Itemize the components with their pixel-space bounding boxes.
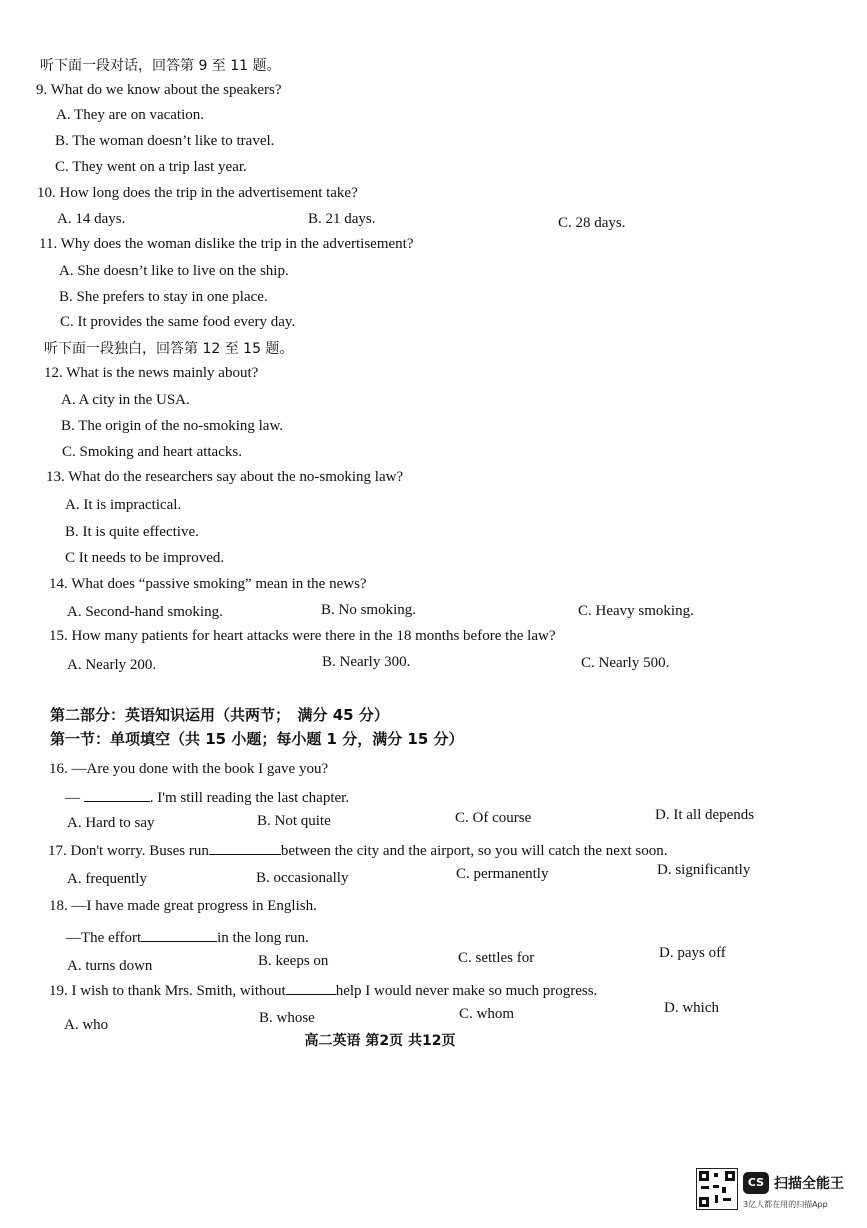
- q16-response-line: [65, 787, 349, 807]
- q10-stem: 10. How long does the trip in the advertisement take?: [37, 185, 358, 201]
- q18-blank: [141, 927, 217, 942]
- scanner-tagline: 3亿人都在用的扫描App: [743, 1200, 828, 1209]
- q18-stem: 18. —I have made great progress in English.: [49, 898, 317, 914]
- q18-response-pre: —The effort: [66, 930, 142, 946]
- q14-option-a: A. Second-hand smoking.: [67, 604, 223, 620]
- q17-option-b: B. occasionally: [256, 870, 349, 886]
- q16-dash: —: [65, 790, 80, 806]
- page-footer: 高二英语 第2页 共12页: [304, 1033, 456, 1049]
- q13-option-b: B. It is quite effective.: [65, 524, 199, 540]
- q18-option-c: C. settles for: [458, 950, 535, 966]
- q19-stem-pre: 19. I wish to thank Mrs. Smith, without: [49, 983, 286, 999]
- q12-option-b: B. The origin of the no-smoking law.: [61, 418, 284, 434]
- q16-option-c: C. Of course: [455, 810, 532, 826]
- q18-option-b: B. keeps on: [258, 953, 329, 969]
- q17-blank: [209, 840, 281, 855]
- q19-option-a: A. who: [64, 1017, 109, 1033]
- q14-stem: 14. What does “passive smoking” mean in the news?: [49, 576, 367, 592]
- q16-blank: [84, 787, 150, 802]
- q15-option-b: B. Nearly 300.: [322, 654, 411, 670]
- q19-stem-post: help I would never make so much progress.: [335, 983, 598, 999]
- listening-instruction-1: 听下面一段对话，回答第 9 至 11 题。: [40, 58, 281, 74]
- q13-option-a: A. It is impractical.: [65, 497, 182, 513]
- q16-response-text: . I'm still reading the last chapter.: [149, 790, 350, 806]
- part2-subheading: 第一节：单项填空（共 15 小题；每小题 1 分，满分 15 分）: [50, 730, 464, 748]
- q19-option-c: C. whom: [459, 1006, 515, 1022]
- q16-stem: 16. —Are you done with the book I gave you?: [49, 761, 329, 777]
- q16-option-a: A. Hard to say: [67, 815, 155, 831]
- q15-stem: 15. How many patients for heart attacks were there in the 18 months before the law?: [49, 628, 556, 644]
- q17-stem-pre: 17. Don't worry. Buses run: [48, 843, 209, 859]
- camscanner-logo-icon: CS: [743, 1172, 769, 1194]
- q19-blank: [286, 980, 336, 995]
- q13-option-c: C It needs to be improved.: [65, 550, 225, 566]
- q19-option-b: B. whose: [259, 1010, 315, 1026]
- q11-option-b: B. She prefers to stay in one place.: [59, 289, 268, 305]
- q16-option-b: B. Not quite: [257, 813, 331, 829]
- q11-option-a: A. She doesn’t like to live on the ship.: [59, 263, 289, 279]
- q17-stem-post: between the city and the airport, so you will catch the next soon.: [280, 843, 668, 859]
- q10-option-b: B. 21 days.: [308, 211, 376, 227]
- q10-option-c: C. 28 days.: [558, 215, 626, 231]
- q9-option-a: A. They are on vacation.: [56, 107, 205, 123]
- q19-stem: [49, 980, 597, 1000]
- q19-option-d: D. which: [664, 1000, 719, 1016]
- q15-option-a: A. Nearly 200.: [67, 657, 157, 673]
- q9-option-b: B. The woman doesn’t like to travel.: [55, 133, 275, 149]
- q16-option-d: D. It all depends: [655, 807, 755, 823]
- q12-option-c: C. Smoking and heart attacks.: [62, 444, 242, 460]
- q11-stem: 11. Why does the woman dislike the trip in the advertisement?: [39, 236, 414, 252]
- q17-option-a: A. frequently: [67, 871, 147, 887]
- q9-option-c: C. They went on a trip last year.: [55, 159, 247, 175]
- q17-option-c: C. permanently: [456, 866, 549, 882]
- part2-heading: 第二部分：英语知识运用（共两节； 满分 45 分）: [50, 706, 389, 724]
- q13-stem: 13. What do the researchers say about the no-smoking law?: [46, 469, 404, 485]
- q18-response-line: [66, 927, 309, 947]
- q15-option-c: C. Nearly 500.: [581, 655, 670, 671]
- q17-option-d: D. significantly: [657, 862, 751, 878]
- q17-stem: [48, 840, 667, 860]
- listening-instruction-2: 听下面一段独白，回答第 12 至 15 题。: [44, 341, 294, 357]
- q11-option-c: C. It provides the same food every day.: [60, 314, 296, 330]
- q9-stem: 9. What do we know about the speakers?: [36, 82, 282, 98]
- q12-stem: 12. What is the news mainly about?: [44, 365, 259, 381]
- scanner-app-name: 扫描全能王: [774, 1176, 844, 1192]
- q10-option-a: A. 14 days.: [57, 211, 126, 227]
- q18-response-post: in the long run.: [217, 930, 309, 946]
- q18-option-a: A. turns down: [67, 958, 153, 974]
- q14-option-c: C. Heavy smoking.: [578, 603, 694, 619]
- qr-code-icon: [696, 1168, 738, 1210]
- q18-option-d: D. pays off: [659, 945, 726, 961]
- q12-option-a: A. A city in the USA.: [61, 392, 190, 408]
- q14-option-b: B. No smoking.: [321, 602, 417, 618]
